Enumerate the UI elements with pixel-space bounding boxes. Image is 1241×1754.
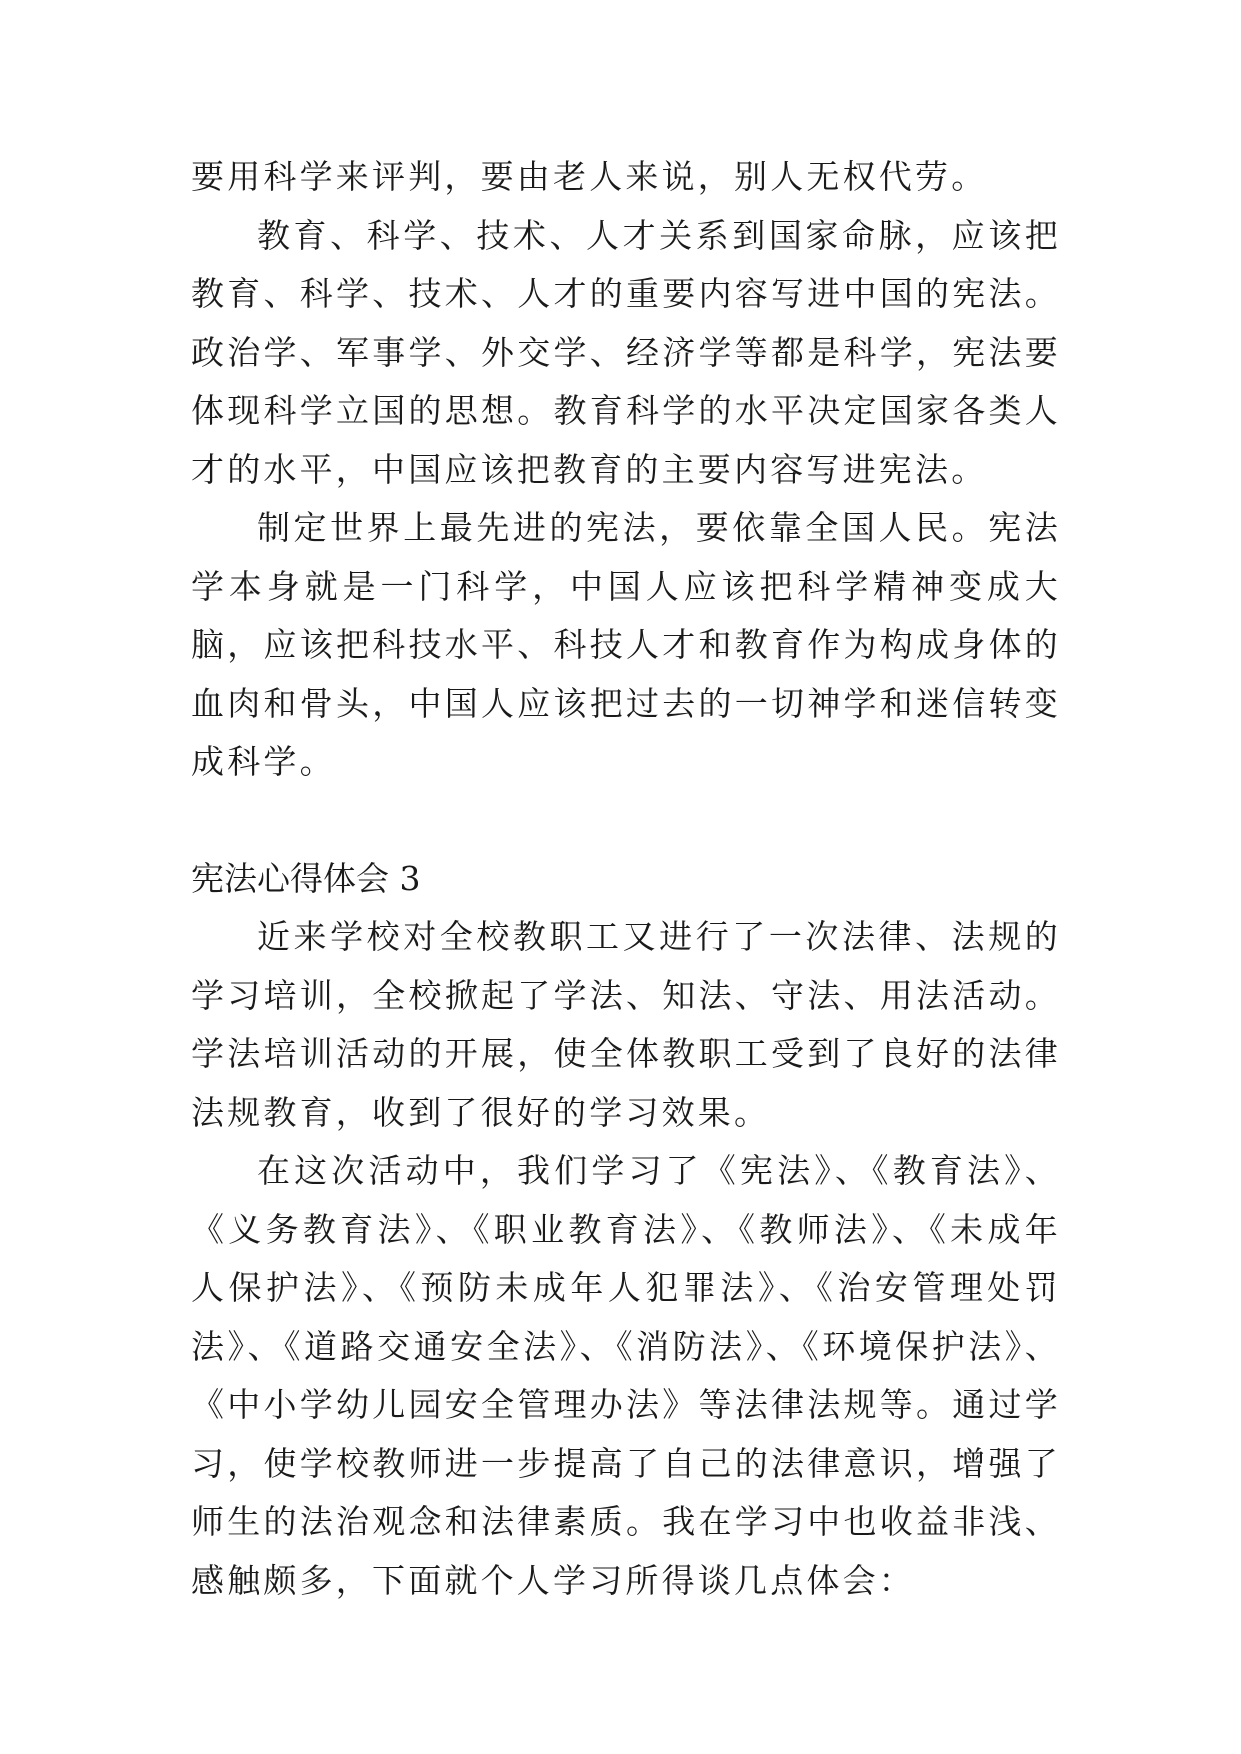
paragraph-laws-studied: 在这次活动中，我们学习了《宪法》、《教育法》、《义务教育法》、《职业教育法》、《教师法》、《未成年人保护法》、《预防未成年人犯罪法》、《治安管理处罚法》、《道路交通安全法》、《消防法》、《环境保护法》、《中小学幼儿园安全管理办法》等法律法规等。通过学习，使学校教师进一步提高了自己的法律意识，增强了师生的法治观念和法律素质。我在学习中也收益非浅、感触颇多，下面就个人学习所得谈几点体会： (191, 1151, 1061, 1600)
paragraph-advanced-constitution: 制定世界上最先进的宪法，要依靠全国人民。宪法学本身就是一门科学，中国人应该把科学精神变成大脑，应该把科技水平、科技人才和教育作为构成身体的血肉和骨头，中国人应该把过去的一切神学和迷信转变成科学。 (191, 508, 1061, 781)
section-title: 宪法心得体会 3 (191, 858, 421, 898)
document-body (191, 148, 1061, 1610)
paragraph-education-science: 教育、科学、技术、人才关系到国家命脉，应该把教育、科学、技术、人才的重要内容写进中国的宪法。政治学、军事学、外交学、经济学等都是科学，宪法要体现科学立国的思想。教育科学的水平决定国家各类人才的水平，中国应该把教育的主要内容写进宪法。 (191, 215, 1061, 489)
paragraph-law-training: 近来学校对全校教职工又进行了一次法律、法规的学习培训，全校掀起了学法、知法、守法、用法活动。学法培训活动的开展，使全体教职工受到了良好的法律法规教育，收到了很好的学习效果。 (191, 917, 1061, 1132)
continuation-paragraph: 要用科学来评判，要由老人来说，别人无权代劳。 (191, 157, 988, 196)
